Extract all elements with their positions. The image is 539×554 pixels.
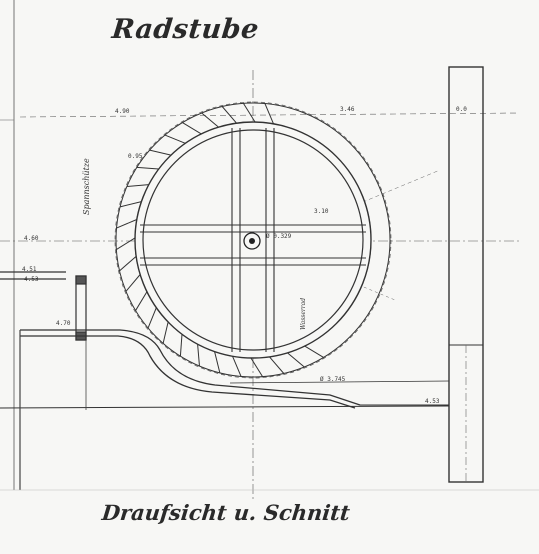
- bucket-partition: [137, 167, 159, 169]
- bucket-partition: [165, 135, 185, 143]
- bucket-partition: [243, 103, 255, 122]
- bucket-partition: [265, 104, 274, 124]
- wheel-label: Wasserrad: [300, 297, 307, 330]
- dim-rim-top: 0.95: [128, 153, 143, 160]
- bucket-partition: [117, 220, 137, 229]
- bucket-partition: [148, 308, 156, 328]
- bucket-partition: [202, 113, 219, 127]
- dim-wall-left-2: 4.53: [24, 276, 39, 283]
- bucket-partition: [251, 358, 263, 377]
- bucket-partition: [136, 292, 147, 311]
- bucket-partition: [127, 185, 149, 187]
- dim-hub: Ø 0.329: [266, 233, 292, 240]
- bucket-partition: [305, 346, 324, 357]
- wheel-axle: [249, 238, 255, 244]
- bucket-partition: [182, 123, 201, 134]
- bucket-partition: [269, 357, 283, 374]
- bucket-partition: [120, 256, 137, 270]
- dim-floor-left: 4.70: [56, 320, 71, 327]
- dim-top-left: 4.90: [115, 108, 130, 115]
- dim-wall-left-1: 4.51: [22, 266, 37, 273]
- bucket-partition: [180, 334, 182, 356]
- dim-spoke-diag: 3.10: [314, 208, 329, 215]
- dim-floor-right: 4.53: [425, 398, 440, 405]
- dim-bottom-arc: Ø 3.745: [320, 376, 346, 383]
- drawing-caption: Draufsicht u. Schnitt: [100, 500, 352, 525]
- bucket-partition: [198, 344, 200, 366]
- bucket-partition: [163, 322, 168, 343]
- dim-axis-left: 4.60: [24, 235, 39, 242]
- dim-top-right: 0.0: [456, 106, 467, 113]
- bucket-partition: [215, 352, 220, 373]
- bucket-partition: [222, 107, 236, 124]
- bucket-partition: [233, 356, 242, 376]
- bucket-partition: [120, 202, 141, 207]
- side-label: Spannschütze: [82, 158, 91, 215]
- bucket-partition: [126, 274, 140, 291]
- bucket-partition: [287, 353, 304, 367]
- drawing-title: Radstube: [110, 14, 261, 45]
- bucket-partition: [116, 238, 135, 250]
- bucket-partition: [150, 150, 171, 155]
- right-wall: [449, 67, 483, 482]
- dim-top-mid: 3.46: [340, 106, 355, 113]
